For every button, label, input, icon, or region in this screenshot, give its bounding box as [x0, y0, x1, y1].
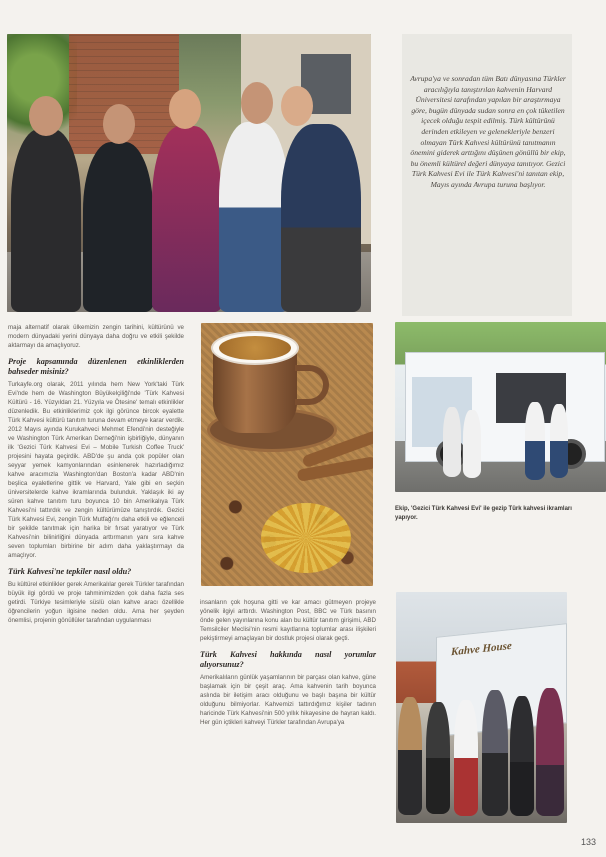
article-column-2 — [200, 598, 376, 727]
coffee-truck — [405, 352, 605, 462]
group-member — [454, 700, 478, 816]
paragraph: maja alternatif olarak ülkemizin zengin tarihini, kültürünü ve modern dünyadaki yerini dünyaya daha doğru ve etkili şekilde aktarmayı da amaçlıyoruz. — [8, 324, 184, 349]
truck-photo-1 — [395, 322, 606, 492]
person-2-head — [103, 104, 135, 144]
paragraph: Bu kültürel etkinlikler gerek Amerikalılar gerek Türkler tarafından büyük ilgi gördü ve proje tahminimizden çok daha fazla ses getirdi. Türkiye tesimleriyle süslü olan kahve aracı özellikle öğrencilerin yoğun ilgisine neden oldu. Ama her şeyden önemlisi, projenin gönüllüler tarafından uygulanması — [8, 581, 184, 624]
person-5-head — [281, 86, 313, 126]
group-member — [426, 702, 450, 814]
dried-flowers — [261, 503, 351, 573]
group-member — [510, 696, 534, 816]
intro-text: Avrupa'ya ve sonradan tüm Batı dünyasına Türkler aracılığıyla tanıştırılan kahvenin Harvard Üniversitesi tarafından yapılan bir araştırmaya göre, bugün dünyada sudan sonra en çok tüketilen içecek olduğu tespit edilmiş. Türk kültürünü derinden etkileyen ve gelenekleriyle benzeri olmayan Türk Kahvesi kültürünü tanıtmanın önemini giderek arttığını düşünen gönüllü bir ekip, bu önemli kültürel değeri dünyaya tanıtıyor. Gezici Türk Kahvesi Evi ile Türk Kahvesi'ni tanıtan ekip, Mayıs ayında Avrupa turuna başlıyor. — [410, 74, 566, 189]
person-4 — [219, 122, 289, 312]
person-1-head — [29, 96, 63, 136]
page-number: 133 — [580, 837, 596, 847]
volunteer — [525, 402, 545, 480]
truck-sign: Kahve House — [451, 639, 512, 659]
question-heading: Türk Kahvesi hakkında nasıl yorumlar alıyorsunuz? — [200, 650, 376, 669]
group-member — [536, 688, 564, 816]
truck-photo-2 — [396, 592, 567, 823]
volunteer — [550, 404, 568, 478]
group-member — [398, 697, 422, 815]
coffee-foam — [219, 336, 291, 360]
person-2 — [83, 142, 153, 312]
truck-caption: Ekip, 'Gezici Türk Kahvesi Evi' ile gezip Türk kahvesi ikramları yapıyor. — [395, 506, 572, 521]
question-heading: Türk Kahvesi'ne tepkiler nasıl oldu? — [8, 567, 132, 576]
person-3-costume — [152, 126, 222, 312]
cup-handle — [295, 365, 329, 405]
person-4-head — [241, 82, 273, 124]
paragraph: insanların çok hoşuna gitti ve kar amacı gütmeyen projeye yönelik ilgiyi arttırdı. Washington Post, BBC ve Türk basının önde gelen yayınlarına konu alan bu kültür tanıtım girişimi, ABD Temsilciler Meclisi'nin resmi kayıtlarına toplumlar arası ilişkileri pekiştirmeyi amaçlayan bir dostluk projesi olarak geçti. — [200, 599, 376, 642]
paragraph: Amerikalıların günlük yaşamlarının bir parçası olan kahve, güne başlamak için bir çeşit araç. Ama kahvenin tarih boyunca aslında bir iletişim aracı olduğunu ve başlı başına bir kültür olduğunu bilmiyorlar. Kahvemizi tattırdığımız kişiler tadının haricinde Türk Kahvesi'nin 500 yıllık hikayesine de hayran kaldı. Her gün içtikleri kahveyi Türkler tarafından Avrupa'ya — [200, 674, 376, 726]
group-photo — [7, 34, 371, 312]
person-5 — [281, 124, 361, 312]
person-1 — [11, 129, 81, 312]
person-3-head — [169, 89, 201, 129]
question-heading: Proje kapsamında düzenlenen etkinliklerden bahseder misiniz? — [8, 357, 184, 376]
coffee-photo — [201, 323, 373, 586]
article-column-1 — [8, 323, 184, 625]
paragraph: Turkayfe.org olarak, 2011 yılında hem New York'taki Türk Evi'nde hem de Washington Büyükelçiliği'nde 'Türk Kahvesi Kültürü - 16. Yüzyıldan 21. Yüzyıla ve Ötesine' temalı etkinlikler düzenledik. Bu etkinliklerimiz çok ilgi görünce bircok eyalette Türk Kahvesi kültürü tanıtım turuna devam etmeye karar verdik. 2012 Mayıs ayında Kurukahveci Mehmet Efendi'nin desteğiyle ve Washington Türk Amerikan Derneği'nin işbirliğiyle, dünyanın ilk 'Gezici Türk Kahvesi Evi – Mobile Turkish Coffee Truck' projesini hayata geçirdik. ABD'de şu anda çok popüler olan seyyar yemek kamyonlarından esinlenerek hazırladığımız kahve aracımızla Washington'dan Boston'a kadar ABD'nin beşlica eyaletlerine gittik ve Harvard, Yale gibi en seçkin üniversitelerde kahve ikramlarında bulunduk. Yaklaşık iki ay süren kahve tanıtım turu boyunca 10 bin Amerikalıya Türk Kahvesi'ni tattırdık ve zengin kültürümüze tanıştırdık. Gezici Türk Kahvesi Evi, zengin Türk Mutfağı'nı daha etkili ve eğlenceli bir şekilde tanıtmak için harika bir fırsat yaratıyor ve Türk Kahvesi'nin bilinirliğini dünyada arttırmanın yanı sıra kahve seven toplumları birbirine bir adım daha yaklaştırmayı da amaçlıyor. — [8, 381, 184, 559]
volunteer — [443, 407, 461, 477]
volunteer — [463, 410, 481, 478]
group-member — [482, 690, 508, 816]
